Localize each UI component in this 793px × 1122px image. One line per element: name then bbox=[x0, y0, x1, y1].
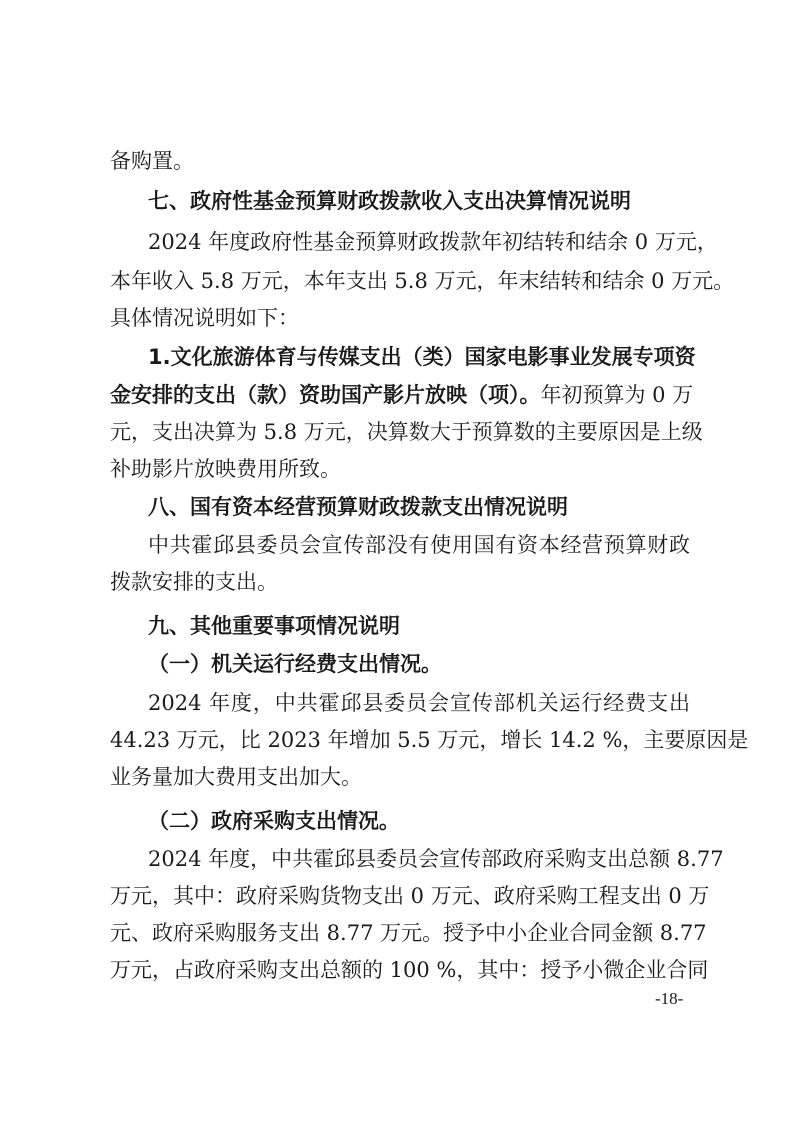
page-number: -18- bbox=[655, 989, 684, 1008]
paragraph-line: 元，支出决算为 5.8 万元，决算数大于预算数的主要原因是上级 bbox=[110, 420, 703, 444]
paragraph-line: 万元，其中：政府采购货物支出 0 万元、政府采购工程支出 0 万 bbox=[110, 884, 710, 908]
paragraph-line: 万元，占政府采购支出总额的 100 %，其中：授予小微企业合同 bbox=[110, 958, 709, 982]
paragraph-line: 拨款安排的支出。 bbox=[110, 570, 278, 594]
paragraph-line: 业务量加大费用支出加大。 bbox=[110, 765, 362, 789]
paragraph-line: 2024 年度政府性基金预算财政拨款年初结转和结余 0 万元， bbox=[148, 230, 718, 254]
paragraph-line: 元、政府采购服务支出 8.77 万元。授予中小企业合同金额 8.77 bbox=[110, 921, 707, 945]
paragraph-line: 中共霍邱县委员会宣传部没有使用国有资本经营预算财政 bbox=[148, 533, 690, 557]
subsection-heading: （二）政府采购支出情况。 bbox=[148, 809, 400, 833]
paragraph-line: 2024 年度，中共霍邱县委员会宣传部机关运行经费支出 bbox=[148, 691, 690, 715]
section-heading-7: 七、政府性基金预算财政拨款收入支出决算情况说明 bbox=[148, 189, 631, 213]
item-line bbox=[110, 381, 694, 409]
subsection-heading: （一）机关运行经费支出情况。 bbox=[148, 652, 442, 676]
item-title-line: 1.文化旅游体育与传媒支出（类）国家电影事业发展专项资 bbox=[148, 345, 696, 369]
paragraph-line: 具体情况说明如下： bbox=[110, 306, 299, 330]
text-line: 备购置。 bbox=[110, 149, 194, 173]
paragraph-line: 补助影片放映费用所致。 bbox=[110, 457, 341, 481]
paragraph-line: 本年收入 5.8 万元，本年支出 5.8 万元，年末结转和结余 0 万元。 bbox=[110, 269, 735, 293]
paragraph-line: 44.23 万元，比 2023 年增加 5.5 万元，增长 14.2 %，主要原因是 bbox=[110, 728, 749, 752]
section-heading-9: 九、其他重要事项情况说明 bbox=[148, 614, 400, 638]
item-title-tail: 金安排的支出（款）资助国产影片放映（项）。 bbox=[110, 383, 541, 407]
paragraph-line: 2024 年度，中共霍邱县委员会宣传部政府采购支出总额 8.77 bbox=[148, 847, 724, 871]
item-text: 年初预算为 0 万 bbox=[540, 383, 694, 407]
section-heading-8: 八、国有资本经营预算财政拨款支出情况说明 bbox=[148, 495, 568, 519]
